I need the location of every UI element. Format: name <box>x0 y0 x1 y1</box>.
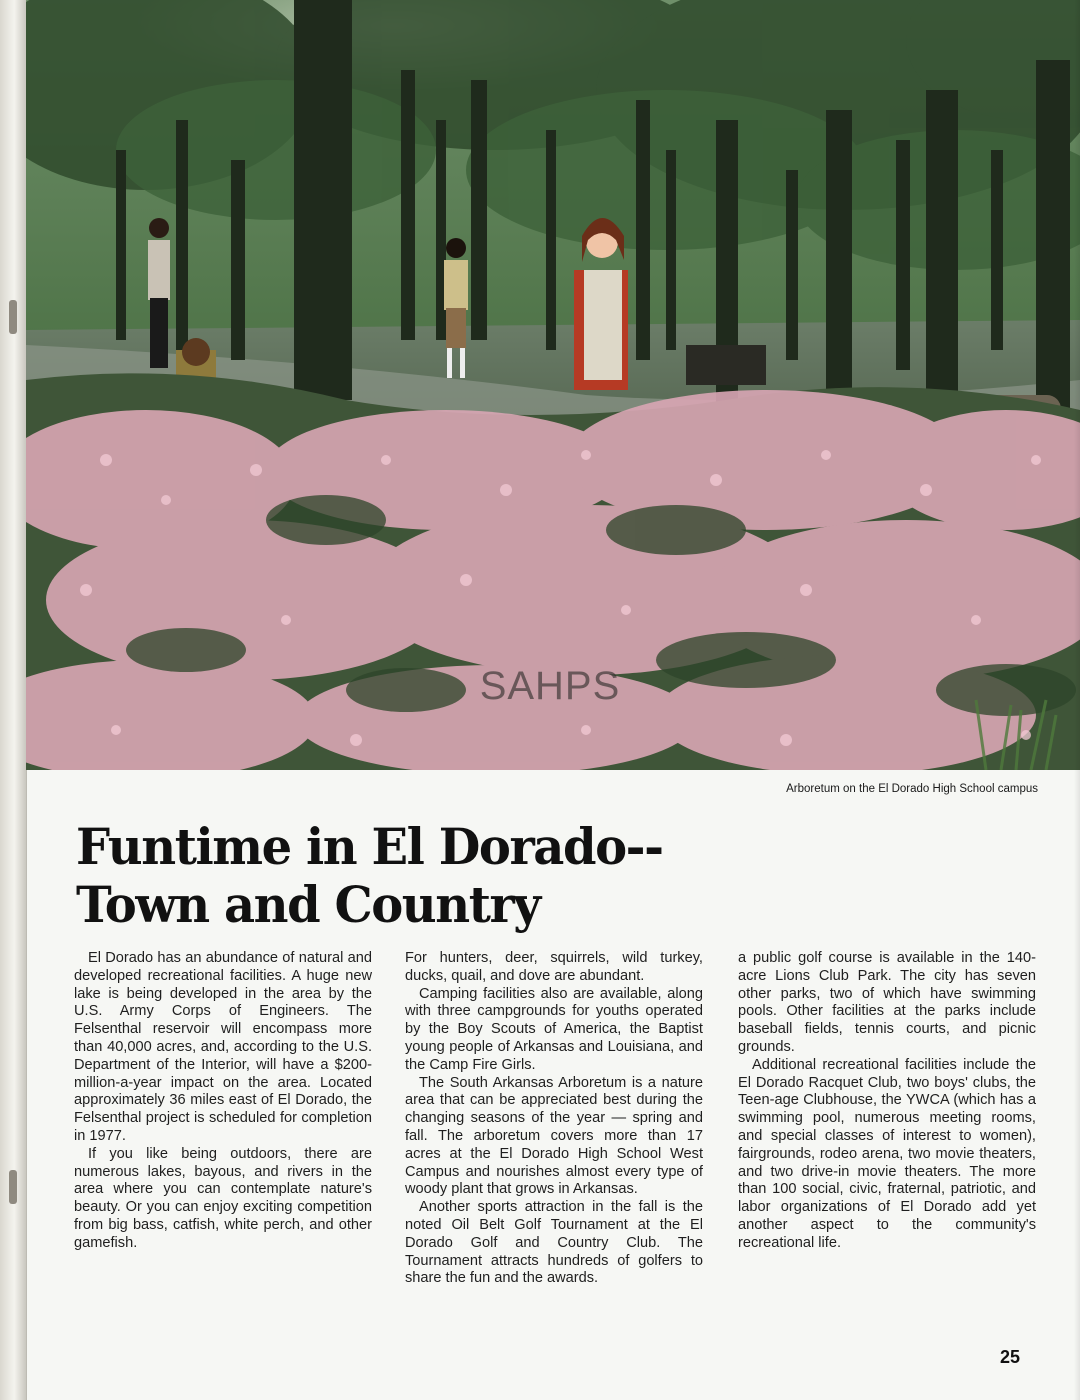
photo-caption: Arboretum on the El Dorado High School campus <box>786 783 1038 795</box>
paragraph: Additional recreational facilities include the El Dorado Racquet Club, two boys' clubs, the Teen-age Clubhouse, the YWCA (which has a swimming pool, numerous meeting rooms, and special classes of interest to women), fairgrounds, rodeo arena, two movie theaters, and two drive-in movie theaters. The more than 100 social, civic, fraternal, patriotic, and labor organizations of El Dorado add yet another aspect to the community's recreational life. <box>738 1056 1036 1251</box>
staple <box>9 1170 17 1204</box>
paragraph: For hunters, deer, squirrels, wild turkey, ducks, quail, and dove are abundant. <box>405 950 703 984</box>
article-column-2 <box>405 950 703 1288</box>
page-number: 25 <box>1000 1347 1021 1367</box>
arboretum-photo <box>26 0 1080 770</box>
paragraph: El Dorado has an abundance of natural and developed recreational facilities. A huge new lake is being developed in the area by the U.S. Army Corps of Engineers. The Felsenthal reservoir will encompass more than 40,000 acres, and, according to the U.S. Department of the Interior, will have a $200-million-a-year impact on the area. Located approximately 36 miles east of El Dorado, the Felsenthal project is scheduled for completion in 1977. <box>74 950 372 1144</box>
paragraph: Camping facilities also are available, along with three campgrounds for youths operated by the Boy Scouts of America, the Baptist young people of Arkansas and Louisiana, and the Camp Fire Girls. <box>405 985 703 1073</box>
headline-line-2: Town and Country <box>76 875 540 934</box>
page-binding <box>0 0 27 1400</box>
article-column-1 <box>74 950 372 1253</box>
paragraph: If you like being outdoors, there are numerous lakes, bayous, and rivers in the area where you can contemplate nature's beauty. Or you can enjoy exciting competition from big bass, catfish, white perch, and other gamefish. <box>74 1145 372 1251</box>
headline-line-1: Funtime in El Dorado-- <box>76 817 663 876</box>
watermark: SAHPS <box>479 664 621 708</box>
article-column-3 <box>738 950 1036 1253</box>
paragraph: Another sports attraction in the fall is the noted Oil Belt Golf Tournament at the El Dorado Golf and Country Club. The Tournament attracts hundreds of golfers to share the fun and the awards. <box>405 1199 703 1287</box>
staple <box>9 300 17 334</box>
paragraph: a public golf course is available in the 140-acre Lions Club Park. The city has seven other parks, two of which have swimming pools. Other facilities at the parks include baseball fields, tennis courts, and picnic grounds. <box>738 950 1036 1055</box>
page-edge <box>1074 0 1080 1400</box>
paragraph: The South Arkansas Arboretum is a nature area that can be appreciated best during the changing seasons of the year — spring and fall. The arboretum covers more than 17 acres at the El Dorado High School West Campus and nourishes almost every type of woody plant that grows in Arkansas. <box>405 1074 703 1198</box>
article-headline <box>76 818 748 934</box>
